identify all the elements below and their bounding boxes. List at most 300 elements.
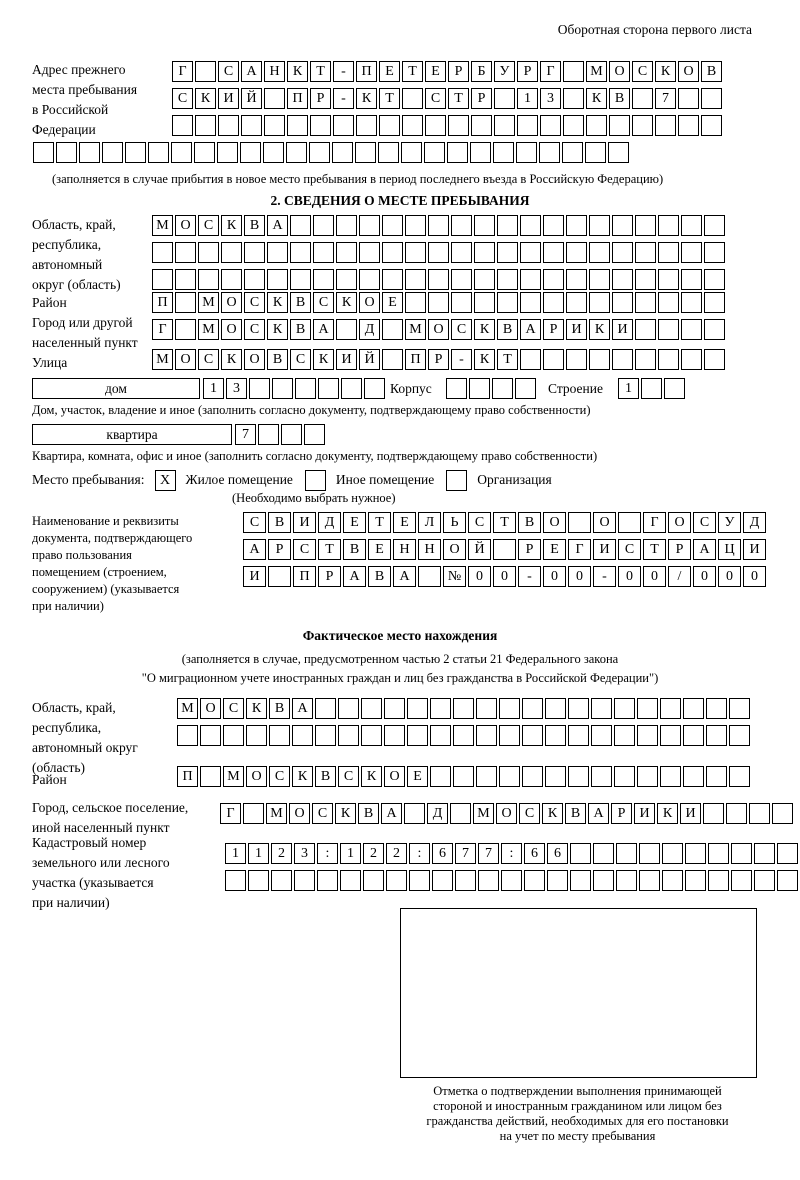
form-cell[interactable]: 0 <box>718 566 741 587</box>
form-cell[interactable] <box>478 870 499 891</box>
form-cell[interactable]: К <box>336 292 357 313</box>
form-cell[interactable] <box>681 215 702 236</box>
form-cell[interactable]: В <box>701 61 722 82</box>
form-cell[interactable]: П <box>405 349 426 370</box>
form-cell[interactable] <box>447 142 468 163</box>
form-cell[interactable] <box>660 766 681 787</box>
form-cell[interactable] <box>547 870 568 891</box>
form-cell[interactable] <box>494 115 515 136</box>
form-cell[interactable] <box>499 698 520 719</box>
form-cell[interactable] <box>685 870 706 891</box>
form-cell[interactable]: Е <box>379 61 400 82</box>
form-cell[interactable]: Т <box>643 539 666 560</box>
form-cell[interactable] <box>568 725 589 746</box>
form-cell[interactable]: С <box>244 319 265 340</box>
form-cell[interactable]: А <box>313 319 334 340</box>
form-cell[interactable] <box>524 870 545 891</box>
form-cell[interactable] <box>446 378 467 399</box>
form-cell[interactable] <box>704 242 725 263</box>
form-cell[interactable]: Б <box>471 61 492 82</box>
form-cell[interactable]: 0 <box>743 566 766 587</box>
form-cell[interactable]: 6 <box>432 843 453 864</box>
form-cell[interactable]: Н <box>393 539 416 560</box>
form-cell[interactable] <box>428 269 449 290</box>
form-cell[interactable] <box>614 698 635 719</box>
form-cell[interactable] <box>563 61 584 82</box>
form-cell[interactable] <box>195 61 216 82</box>
form-cell[interactable] <box>591 766 612 787</box>
form-cell[interactable]: : <box>409 843 430 864</box>
document-row-1[interactable] <box>243 512 768 533</box>
form-cell[interactable]: А <box>693 539 716 560</box>
form-cell[interactable]: В <box>368 566 391 587</box>
form-cell[interactable]: № <box>443 566 466 587</box>
form-cell[interactable] <box>608 142 629 163</box>
form-cell[interactable] <box>355 142 376 163</box>
prev-address-row-2[interactable] <box>172 88 724 109</box>
form-cell[interactable] <box>639 843 660 864</box>
form-cell[interactable]: В <box>315 766 336 787</box>
form-cell[interactable]: 0 <box>543 566 566 587</box>
district-row[interactable] <box>152 292 727 313</box>
form-cell[interactable]: О <box>289 803 310 824</box>
form-cell[interactable] <box>217 142 238 163</box>
form-cell[interactable] <box>221 269 242 290</box>
form-cell[interactable] <box>706 766 727 787</box>
form-cell[interactable]: И <box>218 88 239 109</box>
form-cell[interactable] <box>243 803 264 824</box>
form-cell[interactable] <box>704 349 725 370</box>
form-cell[interactable]: И <box>336 349 357 370</box>
form-cell[interactable]: А <box>381 803 402 824</box>
form-cell[interactable] <box>102 142 123 163</box>
prev-address-row-3[interactable] <box>172 115 724 136</box>
form-cell[interactable] <box>516 142 537 163</box>
form-cell[interactable]: К <box>221 349 242 370</box>
form-cell[interactable] <box>430 725 451 746</box>
form-cell[interactable] <box>501 870 522 891</box>
form-cell[interactable] <box>566 349 587 370</box>
form-cell[interactable] <box>290 269 311 290</box>
form-cell[interactable] <box>474 215 495 236</box>
form-cell[interactable] <box>568 698 589 719</box>
form-cell[interactable] <box>382 319 403 340</box>
form-cell[interactable] <box>418 566 441 587</box>
form-cell[interactable]: А <box>520 319 541 340</box>
form-cell[interactable] <box>635 242 656 263</box>
form-cell[interactable]: 0 <box>643 566 666 587</box>
form-cell[interactable] <box>292 725 313 746</box>
form-cell[interactable]: 7 <box>455 843 476 864</box>
form-cell[interactable] <box>315 725 336 746</box>
form-cell[interactable] <box>428 242 449 263</box>
form-cell[interactable] <box>384 725 405 746</box>
form-cell[interactable] <box>683 698 704 719</box>
form-cell[interactable]: 0 <box>493 566 516 587</box>
form-cell[interactable] <box>540 115 561 136</box>
form-cell[interactable] <box>469 378 490 399</box>
form-cell[interactable] <box>637 725 658 746</box>
form-cell[interactable]: В <box>269 698 290 719</box>
stay-place-option-3-checkbox[interactable] <box>446 470 467 491</box>
form-cell[interactable]: - <box>518 566 541 587</box>
form-cell[interactable]: Й <box>241 88 262 109</box>
form-cell[interactable]: М <box>177 698 198 719</box>
form-cell[interactable]: М <box>473 803 494 824</box>
form-cell[interactable] <box>522 698 543 719</box>
form-cell[interactable] <box>318 378 339 399</box>
form-cell[interactable] <box>267 242 288 263</box>
form-cell[interactable] <box>451 215 472 236</box>
form-cell[interactable]: К <box>221 215 242 236</box>
form-cell[interactable]: П <box>287 88 308 109</box>
form-cell[interactable] <box>363 870 384 891</box>
form-cell[interactable] <box>244 269 265 290</box>
form-cell[interactable] <box>545 698 566 719</box>
form-cell[interactable] <box>313 242 334 263</box>
form-cell[interactable] <box>772 803 793 824</box>
form-cell[interactable]: Т <box>448 88 469 109</box>
form-cell[interactable] <box>499 766 520 787</box>
form-cell[interactable] <box>361 698 382 719</box>
form-cell[interactable]: С <box>244 292 265 313</box>
form-cell[interactable]: 1 <box>248 843 269 864</box>
form-cell[interactable]: 0 <box>693 566 716 587</box>
form-cell[interactable]: В <box>609 88 630 109</box>
form-cell[interactable]: Е <box>425 61 446 82</box>
cadastral-row-1[interactable] <box>225 843 800 864</box>
form-cell[interactable] <box>543 349 564 370</box>
form-cell[interactable] <box>658 349 679 370</box>
form-cell[interactable] <box>341 378 362 399</box>
form-cell[interactable]: Р <box>543 319 564 340</box>
korpus-row[interactable] <box>446 378 538 399</box>
form-cell[interactable]: А <box>292 698 313 719</box>
form-cell[interactable] <box>632 88 653 109</box>
form-cell[interactable]: К <box>335 803 356 824</box>
form-cell[interactable]: У <box>718 512 741 533</box>
form-cell[interactable]: М <box>405 319 426 340</box>
form-cell[interactable]: О <box>246 766 267 787</box>
form-cell[interactable]: О <box>609 61 630 82</box>
form-cell[interactable]: Й <box>468 539 491 560</box>
form-cell[interactable]: : <box>317 843 338 864</box>
form-cell[interactable]: Д <box>427 803 448 824</box>
form-cell[interactable] <box>272 378 293 399</box>
form-cell[interactable] <box>225 870 246 891</box>
form-cell[interactable]: И <box>243 566 266 587</box>
form-cell[interactable] <box>177 725 198 746</box>
form-cell[interactable]: Р <box>448 61 469 82</box>
form-cell[interactable] <box>635 349 656 370</box>
form-cell[interactable]: П <box>356 61 377 82</box>
form-cell[interactable] <box>379 115 400 136</box>
form-cell[interactable] <box>195 115 216 136</box>
form-cell[interactable] <box>685 843 706 864</box>
form-cell[interactable]: Е <box>407 766 428 787</box>
form-cell[interactable] <box>200 725 221 746</box>
form-cell[interactable] <box>125 142 146 163</box>
form-cell[interactable]: - <box>451 349 472 370</box>
form-cell[interactable] <box>382 242 403 263</box>
form-cell[interactable] <box>338 698 359 719</box>
form-cell[interactable]: К <box>657 803 678 824</box>
form-cell[interactable] <box>616 843 637 864</box>
form-cell[interactable]: Ь <box>443 512 466 533</box>
form-cell[interactable]: 3 <box>294 843 315 864</box>
form-cell[interactable] <box>361 725 382 746</box>
form-cell[interactable] <box>616 870 637 891</box>
form-cell[interactable]: 1 <box>340 843 361 864</box>
form-cell[interactable] <box>386 870 407 891</box>
region-row-1[interactable] <box>152 215 727 236</box>
form-cell[interactable] <box>218 115 239 136</box>
form-cell[interactable] <box>401 142 422 163</box>
form-cell[interactable] <box>476 725 497 746</box>
form-cell[interactable]: А <box>267 215 288 236</box>
form-cell[interactable]: А <box>393 566 416 587</box>
form-cell[interactable] <box>240 142 261 163</box>
form-cell[interactable]: - <box>333 88 354 109</box>
form-cell[interactable]: К <box>589 319 610 340</box>
form-cell[interactable] <box>729 725 750 746</box>
form-cell[interactable] <box>570 843 591 864</box>
form-cell[interactable] <box>632 115 653 136</box>
form-cell[interactable] <box>148 142 169 163</box>
form-cell[interactable] <box>332 142 353 163</box>
form-cell[interactable]: К <box>586 88 607 109</box>
form-cell[interactable] <box>269 725 290 746</box>
form-cell[interactable]: К <box>655 61 676 82</box>
form-cell[interactable]: 7 <box>478 843 499 864</box>
form-cell[interactable]: Г <box>568 539 591 560</box>
form-cell[interactable] <box>356 115 377 136</box>
form-cell[interactable] <box>681 349 702 370</box>
form-cell[interactable] <box>520 215 541 236</box>
form-cell[interactable]: П <box>177 766 198 787</box>
form-cell[interactable] <box>497 269 518 290</box>
form-cell[interactable]: С <box>313 292 334 313</box>
form-cell[interactable] <box>591 698 612 719</box>
form-cell[interactable] <box>517 115 538 136</box>
form-cell[interactable] <box>585 142 606 163</box>
form-cell[interactable] <box>704 319 725 340</box>
form-cell[interactable] <box>591 725 612 746</box>
form-cell[interactable] <box>402 115 423 136</box>
form-cell[interactable] <box>543 215 564 236</box>
form-cell[interactable]: Т <box>368 512 391 533</box>
form-cell[interactable] <box>543 292 564 313</box>
form-cell[interactable] <box>683 766 704 787</box>
form-cell[interactable] <box>612 269 633 290</box>
form-cell[interactable] <box>258 424 279 445</box>
form-cell[interactable] <box>267 269 288 290</box>
form-cell[interactable] <box>359 269 380 290</box>
form-cell[interactable]: С <box>198 215 219 236</box>
form-cell[interactable]: Т <box>379 88 400 109</box>
form-cell[interactable]: И <box>634 803 655 824</box>
form-cell[interactable]: Д <box>318 512 341 533</box>
form-cell[interactable] <box>317 870 338 891</box>
form-cell[interactable] <box>497 242 518 263</box>
form-cell[interactable] <box>614 766 635 787</box>
form-cell[interactable]: А <box>343 566 366 587</box>
form-cell[interactable]: 7 <box>235 424 256 445</box>
form-cell[interactable] <box>618 512 641 533</box>
form-cell[interactable]: М <box>586 61 607 82</box>
form-cell[interactable]: Е <box>343 512 366 533</box>
form-cell[interactable] <box>543 269 564 290</box>
form-cell[interactable]: В <box>565 803 586 824</box>
form-cell[interactable] <box>777 843 798 864</box>
form-cell[interactable]: П <box>293 566 316 587</box>
form-cell[interactable]: М <box>266 803 287 824</box>
form-cell[interactable]: 2 <box>271 843 292 864</box>
form-cell[interactable]: В <box>497 319 518 340</box>
form-cell[interactable] <box>708 843 729 864</box>
form-cell[interactable] <box>340 870 361 891</box>
form-cell[interactable]: К <box>246 698 267 719</box>
form-cell[interactable]: К <box>287 61 308 82</box>
form-cell[interactable]: С <box>451 319 472 340</box>
form-cell[interactable] <box>566 269 587 290</box>
prev-address-row-4[interactable] <box>33 142 631 163</box>
form-cell[interactable]: С <box>269 766 290 787</box>
form-cell[interactable] <box>471 115 492 136</box>
form-cell[interactable] <box>263 142 284 163</box>
form-cell[interactable] <box>33 142 54 163</box>
form-cell[interactable] <box>520 269 541 290</box>
form-cell[interactable] <box>450 803 471 824</box>
form-cell[interactable]: 6 <box>547 843 568 864</box>
form-cell[interactable] <box>194 142 215 163</box>
form-cell[interactable]: О <box>200 698 221 719</box>
form-cell[interactable] <box>286 142 307 163</box>
street-row[interactable] <box>152 349 727 370</box>
form-cell[interactable]: Н <box>418 539 441 560</box>
form-cell[interactable] <box>731 870 752 891</box>
form-cell[interactable]: М <box>198 292 219 313</box>
form-cell[interactable]: Л <box>418 512 441 533</box>
form-cell[interactable] <box>731 843 752 864</box>
form-cell[interactable]: 1 <box>203 378 224 399</box>
form-cell[interactable]: В <box>358 803 379 824</box>
form-cell[interactable]: О <box>384 766 405 787</box>
form-cell[interactable]: 1 <box>618 378 639 399</box>
form-cell[interactable] <box>405 242 426 263</box>
form-cell[interactable] <box>359 215 380 236</box>
form-cell[interactable] <box>378 142 399 163</box>
form-cell[interactable] <box>660 725 681 746</box>
form-cell[interactable]: В <box>268 512 291 533</box>
form-cell[interactable]: О <box>678 61 699 82</box>
form-cell[interactable] <box>407 725 428 746</box>
form-cell[interactable] <box>384 698 405 719</box>
form-cell[interactable] <box>612 292 633 313</box>
form-cell[interactable] <box>726 803 747 824</box>
form-cell[interactable] <box>593 843 614 864</box>
form-cell[interactable]: В <box>290 319 311 340</box>
form-cell[interactable] <box>494 88 515 109</box>
form-cell[interactable] <box>703 803 724 824</box>
form-cell[interactable]: К <box>542 803 563 824</box>
form-cell[interactable]: К <box>267 319 288 340</box>
form-cell[interactable]: О <box>221 292 242 313</box>
form-cell[interactable] <box>404 803 425 824</box>
form-cell[interactable]: - <box>593 566 616 587</box>
region-row-3[interactable] <box>152 269 727 290</box>
form-cell[interactable]: : <box>501 843 522 864</box>
form-cell[interactable]: Р <box>611 803 632 824</box>
form-cell[interactable] <box>704 269 725 290</box>
form-cell[interactable]: 7 <box>655 88 676 109</box>
cadastral-row-2[interactable] <box>225 870 800 891</box>
form-cell[interactable] <box>497 215 518 236</box>
form-cell[interactable] <box>198 269 219 290</box>
form-cell[interactable]: И <box>566 319 587 340</box>
flat-row[interactable] <box>235 424 327 445</box>
form-cell[interactable] <box>729 766 750 787</box>
form-cell[interactable] <box>706 698 727 719</box>
form-cell[interactable]: И <box>593 539 616 560</box>
form-cell[interactable]: О <box>175 215 196 236</box>
form-cell[interactable] <box>287 115 308 136</box>
form-cell[interactable]: А <box>241 61 262 82</box>
form-cell[interactable] <box>430 698 451 719</box>
form-cell[interactable] <box>268 566 291 587</box>
form-cell[interactable] <box>662 870 683 891</box>
form-cell[interactable]: К <box>361 766 382 787</box>
form-cell[interactable] <box>678 115 699 136</box>
form-cell[interactable] <box>264 115 285 136</box>
form-cell[interactable] <box>681 242 702 263</box>
form-cell[interactable] <box>172 115 193 136</box>
form-cell[interactable]: Р <box>518 539 541 560</box>
form-cell[interactable] <box>586 115 607 136</box>
form-cell[interactable] <box>223 725 244 746</box>
form-cell[interactable] <box>359 242 380 263</box>
form-cell[interactable]: К <box>474 349 495 370</box>
form-cell[interactable]: П <box>152 292 173 313</box>
form-cell[interactable]: 0 <box>618 566 641 587</box>
form-cell[interactable] <box>568 512 591 533</box>
form-cell[interactable]: Ц <box>718 539 741 560</box>
form-cell[interactable]: О <box>668 512 691 533</box>
form-cell[interactable] <box>309 142 330 163</box>
form-cell[interactable] <box>175 269 196 290</box>
form-cell[interactable] <box>681 269 702 290</box>
form-cell[interactable]: С <box>223 698 244 719</box>
form-cell[interactable] <box>635 319 656 340</box>
stroenie-row[interactable] <box>618 378 687 399</box>
form-cell[interactable]: К <box>292 766 313 787</box>
form-cell[interactable]: С <box>425 88 446 109</box>
form-cell[interactable]: 3 <box>540 88 561 109</box>
form-cell[interactable] <box>453 766 474 787</box>
form-cell[interactable] <box>249 378 270 399</box>
form-cell[interactable] <box>402 88 423 109</box>
form-cell[interactable]: Г <box>152 319 173 340</box>
form-cell[interactable] <box>336 215 357 236</box>
fact-district-row[interactable] <box>177 766 752 787</box>
form-cell[interactable]: Р <box>310 88 331 109</box>
fact-city-row[interactable] <box>220 803 795 824</box>
fact-region-row-2[interactable] <box>177 725 752 746</box>
form-cell[interactable] <box>658 319 679 340</box>
form-cell[interactable] <box>589 349 610 370</box>
form-cell[interactable] <box>660 698 681 719</box>
form-cell[interactable]: Г <box>540 61 561 82</box>
